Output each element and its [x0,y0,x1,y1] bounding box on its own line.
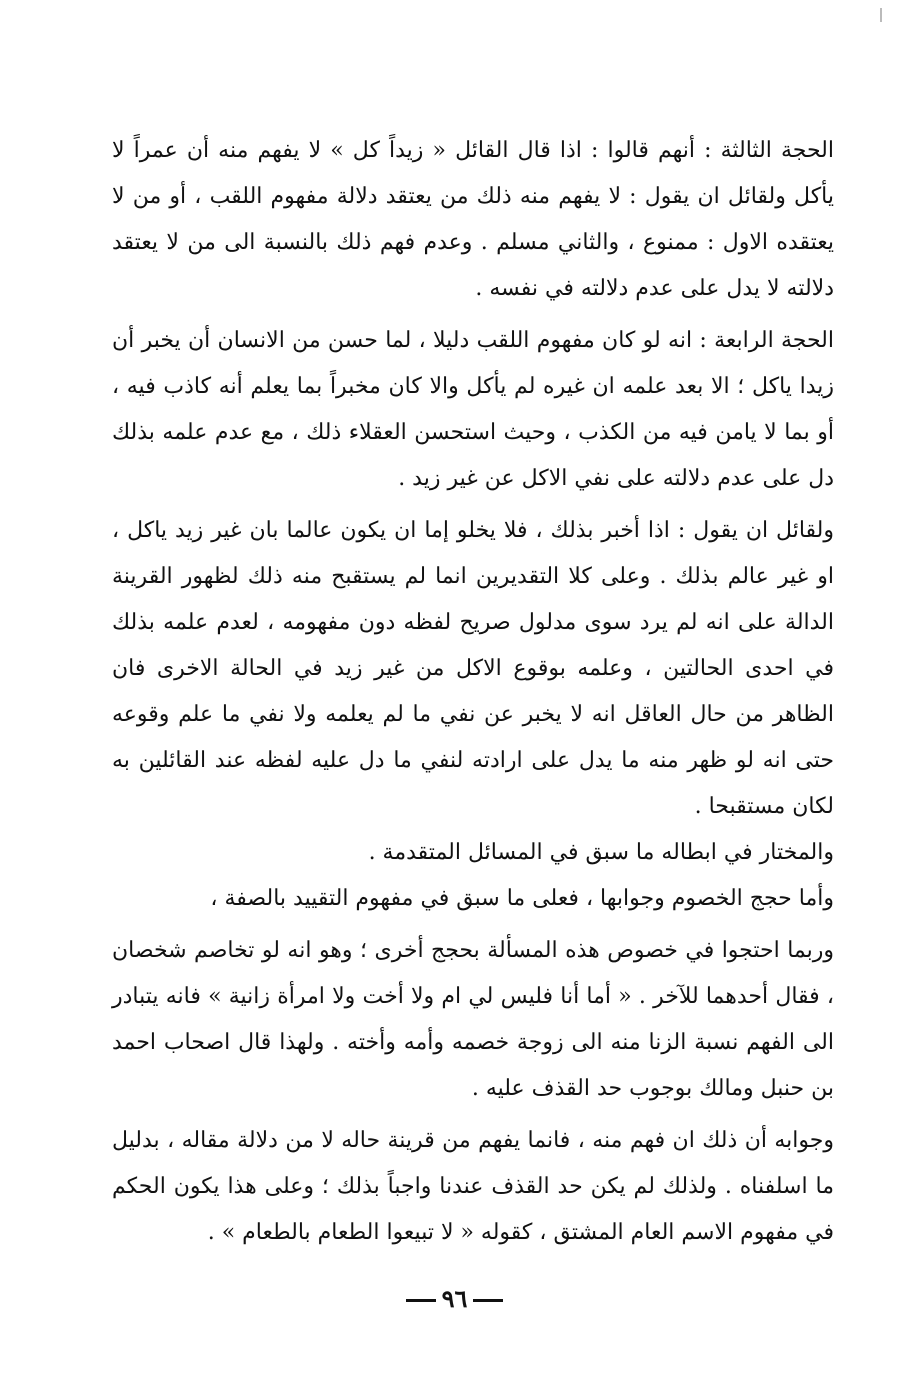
paragraph-rebuttal: ولقائل ان يقول : اذا أخبر بذلك ، فلا يخلو إما ان يكون عالما بان غير زيد ياكل ، او غير عالم بذلك . وعلى كلا التقديرين انما لم يستقبح منه ذلك لظهور القرينة الدالة على انه لم يرد سوى مدلول صريح لفظه دون مفهومه ، لعدم علمه بذلك في احدى الحالتين ، وعلمه بوقوع الاكل من غير زيد في الحالة الاخرى فان الظاهر من حال العاقل انه لا يخبر عن نفي ما لم يعلمه ولا نفي ما علم وقوعه حتى انه لو ظهر منه ما يدل على ارادته لنفي ما دل عليه لفظه عند القائلين به لكان مستقبحا . [112,518,834,819]
page-number [0,1284,909,1313]
scan-mark [880,8,882,22]
paragraph-answer: وجوابه أن ذلك ان فهم منه ، فانما يفهم من قرينة حاله لا من دلالة مقاله ، بدليل ما اسلفناه . ولذلك لم يكن حد القذف عندنا واجباً بذلك ؛ وعلى هذا يكون الحكم في مفهوم الاسم العام المشتق ، كقوله « لا تبيعوا الطعام بالطعام » . [112,1128,834,1245]
paragraph-argument-three: الحجة الثالثة : أنهم قالوا : اذا قال القائل « زيداً كل » لا يفهم منه أن عمراً لا يأكل ولقائل ان يقول : لا يفهم منه ذلك من يعتقد دلالة مفهوم اللقب ، أو من لا يعتقده الاول : ممنوع ، والثاني مسلم . وعدم فهم ذلك بالنسبة الى من لا يعتقد دلالته لا يدل على عدم دلالته في نفسه . [112,138,834,301]
page-body [112,128,834,1256]
page-number-dash-left [406,1299,436,1302]
paragraph-argument-four: الحجة الرابعة : انه لو كان مفهوم اللقب دليلا ، لما حسن من الانسان أن يخبر أن زيدا ياكل ؛ الا بعد علمه ان غيره لم يأكل والا كان مخبراً بما يعلم أنه كاذب فيه ، أو بما لا يامن فيه من الكذب ، وحيث استحسن العقلاء ذلك ، مع عدم علمه بذلك دل على عدم دلالته على نفي الاكل عن غير زيد . [112,328,834,491]
page-number-value: ٩٦ [441,1284,468,1313]
page-number-dash-right [473,1299,503,1302]
paragraph-opponents: وأما حجج الخصوم وجوابها ، فعلى ما سبق في مفهوم التقييد بالصفة ، [210,886,834,911]
paragraph-chosen-view: والمختار في ابطاله ما سبق في المسائل المتقدمة . [368,840,834,865]
paragraph-other-arguments: وربما احتجوا في خصوص هذه المسألة بحجج أخرى ؛ وهو انه لو تخاصم شخصان ، فقال أحدهما للآخر . « أما أنا فليس لي ام ولا أخت ولا امرأة زانية » فانه يتبادر الى الفهم نسبة الزنا منه الى زوجة خصمه وأمه وأخته . ولهذا قال اصحاب احمد بن حنبل ومالك بوجوب حد القذف عليه . [112,938,834,1101]
